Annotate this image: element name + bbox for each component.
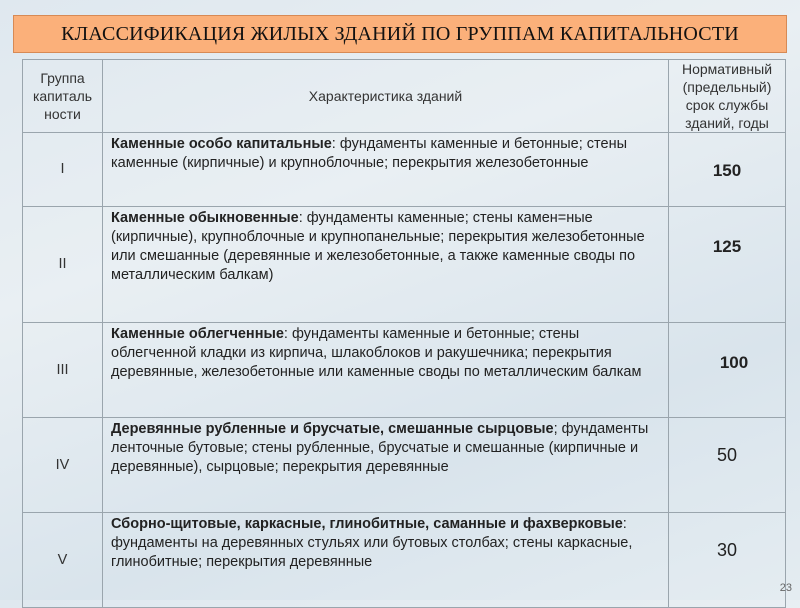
table-row [23,207,786,323]
building-details: : фундаменты каменные и бетонные; стены облегченной кладки из кирпича, шлакоблоков и ракушечника; перекрытия деревянные, железобетонные или каменные своды по металлическим балкам [111,326,642,380]
building-details: ; фундаменты ленточные бутовые; стены рубленные, брусчатые и смешанные (кирпичные и деревянные), сырцовые; перекрытия деревянные [111,421,649,475]
years-cell [669,323,786,418]
table-row [23,133,786,207]
group-cell: II [23,207,103,323]
years-cell [669,207,786,323]
table-header-row [23,60,786,133]
building-details: : фундаменты каменные; стены камен=ные (кирпичные), крупноблочные и крупнопанельные; перекрытия железобетонные или смешанные (деревянные и железобетонные, а также каменные своды по металлическим балкам) [111,210,645,283]
years-value: 100 [719,353,749,372]
years-value: 50 [716,445,738,465]
header-group: Группа капиталь ности [23,60,103,133]
building-details: : фундаменты на деревянных стульях или бутовых столбах; стены каркасные, глинобитные; перекрытия деревянные [111,516,633,570]
building-details: : фундаменты каменные и бетонные; стены каменные (кирпичные) и крупноблочные; перекрытия железобетонные [111,136,628,171]
description-cell [103,513,669,608]
years-cell [669,133,786,207]
years-cell [669,418,786,513]
group-cell: V [23,513,103,608]
building-type: Каменные обыкновенные [111,210,299,226]
years-value: 150 [712,161,742,180]
group-cell: III [23,323,103,418]
group-cell: I [23,133,103,207]
description-cell [103,323,669,418]
description-cell [103,418,669,513]
page-number: 23 [779,582,792,594]
slide-title: КЛАССИФИКАЦИЯ ЖИЛЫХ ЗДАНИЙ ПО ГРУППАМ КАПИТАЛЬНОСТИ [13,15,787,53]
building-type: Каменные облегченные [111,326,284,342]
table-row [23,323,786,418]
description-cell [103,133,669,207]
years-value: 125 [712,237,742,256]
table-row [23,513,786,608]
years-cell [669,513,786,608]
description-cell [103,207,669,323]
building-type: Сборно-щитовые, каркасные, глинобитные, саманные и фахверковые [111,516,623,532]
header-service-life: Нормативный (предельный) срок службы зданий, годы [669,60,786,133]
years-value: 30 [716,540,738,560]
group-cell: IV [23,418,103,513]
table-row [23,418,786,513]
building-type: Деревянные рубленные и брусчатые, смешанные сырцовые [111,421,554,437]
building-type: Каменные особо капитальные [111,136,332,152]
classification-table [22,59,786,608]
header-characteristics: Характеристика зданий [103,60,669,133]
